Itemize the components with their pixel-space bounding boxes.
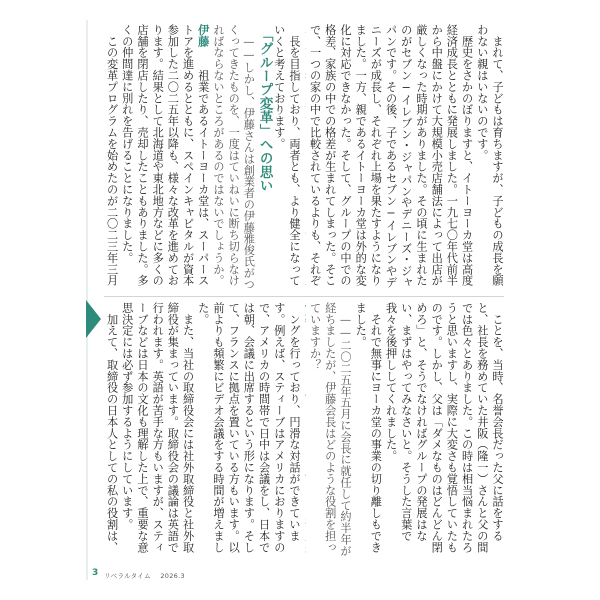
paragraph-text: それで無事にヨーカ堂の事業の切り離しもできました。 (354, 302, 383, 553)
article-paragraph (272, 24, 302, 292)
footer-magazine (104, 571, 185, 580)
paragraph-text: また、当社の取締役会には社外取締役と社外取締役が集まっています。取締役会の議論は英語で行われます。英語が苦手な方もいますが、スティーブなどは日本の文化も理解した上で、重要な意思決定には必ず参加するようにしています。 (120, 302, 195, 553)
article-paragraph (353, 302, 383, 564)
article-paragraph (475, 24, 505, 292)
article-paragraph (305, 302, 307, 564)
article-column-top-left (106, 24, 302, 292)
tier-divider (104, 296, 504, 297)
paragraph-text: 長を目指しており、両者とも、より健全になっていくと考えております。 (272, 24, 301, 287)
article-paragraph (383, 302, 505, 564)
paragraph-text: 加えて、取締役の日本人としての私の役割は、 (106, 313, 119, 553)
article-paragraph (106, 302, 120, 564)
paragraph-text: この変革プログラムを始めたのが二〇二三年三月 (106, 35, 119, 287)
paragraph-text: ングを行っており、円滑な対話ができています。例えば、スティーブはアメリカにおりますので、アメリカの時間帯で日中は会議をし、日本では朝、会議に出席するという形になります。そして、フランスに拠点を置いている方もいます。以前よりも頻繁にビデオ会議をする時間が増えました。 (196, 302, 301, 553)
article-column-top-right (305, 24, 505, 292)
speaker-label: 伊藤 (196, 24, 210, 47)
paragraph-text: 歴史をさかのぼりますと、イトーヨーカ堂は高度経済成長とともに発展しました。一九七〇年代前半から中盤にかけて大規模小売店舗法によって出店が厳しくなった時期がありました。その頃に生まれたのがセブン−イレブン・ジャパンやデニーズ・ジャパンです。その後、子であるセブン−イレブンやデニーズが成長し、それぞれ上場を果たすようになりました。一方、親であるイトーヨーカ堂は外的な変化に対応できなかった。そして、グループの中での格差、家族の中での格差が生まれてしまった。そこで、一つの家の中で比較されているよりも、それぞ (308, 24, 474, 288)
article-paragraph (307, 302, 353, 564)
paragraph-text (305, 302, 306, 553)
page-tab-arrow-icon (86, 300, 101, 338)
issue-number: 2026.3 (160, 572, 185, 580)
article-paragraph (120, 302, 196, 564)
paragraph-text: ——二〇二五年五月に会長に就任して約半年が経ちましたが、伊藤会長はどのような役割を担っていますか？ (308, 302, 352, 557)
article-column-bottom-right (305, 302, 505, 564)
paragraph-text: まれて、子どもは育ちますが、子どもの成長を願わない親はいないのです。 (475, 24, 504, 287)
paragraph-text: 祖業であるイトーヨーカ堂は、スーパーストアを進めるとともに、スペインキャピタルが資本参加した二〇二五年以降も、様々な改革を進めております。結果として北海道や東北地方などに多くの店舗を閉店したり、売却したこともありました。多くの仲間達に別れを告げることになりました。 (120, 24, 210, 287)
speaker-label (305, 302, 306, 325)
article-column-bottom-left (106, 302, 302, 564)
magazine-name: リベラルタイム (104, 572, 151, 580)
article-paragraph (196, 302, 302, 564)
article-paragraph (305, 24, 475, 292)
paragraph-text: ——しかし、伊藤さんは創業者の伊藤雅俊氏がつくってきたものを、一度はていねいに断ち切らなければならないところがあるのではないでしょうか。 (211, 24, 256, 290)
article-paragraph (106, 24, 120, 292)
section-heading: 「グループ変革」への思い (256, 28, 273, 193)
page-number: 3 (92, 568, 99, 578)
article-paragraph (120, 24, 211, 292)
article-paragraph (211, 24, 257, 292)
paragraph-text: ことを、当時、名誉会長だった父に話をすると、社長を務めていた井阪（隆一）さんと父の間では色々とありました。この時は相当悩まれたろうと思いますし、実際に大変さも覚悟していたものです。しかし、父は「ダメなものはどんどん閉めろ」と、そうでなければグループの発展はない、まずはやってみなさいと。そうした言葉で我々を後押ししてくれました。 (384, 302, 504, 553)
